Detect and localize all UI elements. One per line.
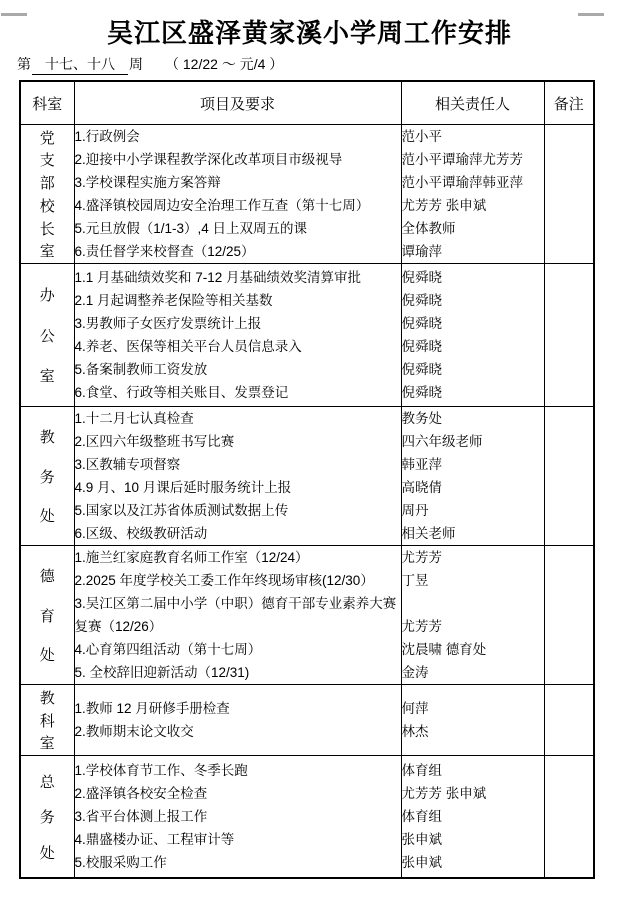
item-line: 5. 全校辞旧迎新活动（12/31) xyxy=(74,665,250,680)
person-line: 倪舜晓 xyxy=(401,339,442,354)
remark-cell xyxy=(544,407,594,546)
person-line: 倪舜晓 xyxy=(401,362,442,377)
person-line: 尤芳芳 张申斌 xyxy=(401,786,487,801)
table-row xyxy=(20,756,594,879)
person-line: 丁昱 xyxy=(401,573,429,588)
dept-label xyxy=(21,407,74,545)
schedule-table xyxy=(19,80,595,879)
persons-cell xyxy=(401,756,544,879)
table-row xyxy=(20,264,594,407)
table-row xyxy=(20,407,594,546)
persons-cell xyxy=(401,125,544,264)
person-line: 谭瑜萍 xyxy=(401,244,442,259)
remark-cell xyxy=(544,125,594,264)
items-cell xyxy=(74,264,401,407)
item-line: 3.吴江区第二届中小学（中职）德育干部专业素养大赛复赛（12/26） xyxy=(74,596,397,634)
dept-char: 德 xyxy=(39,567,55,585)
item-line: 1.教师 12 月研修手册检查 xyxy=(74,701,230,716)
item-line: 5.校服采购工作 xyxy=(74,855,167,870)
person-line: 范小平谭瑜萍韩亚萍 xyxy=(401,175,523,190)
table-header-row xyxy=(20,81,594,125)
person-line xyxy=(402,592,544,615)
remark-cell xyxy=(544,264,594,407)
remark-cell xyxy=(544,546,594,685)
table-row xyxy=(20,685,594,756)
remark-cell xyxy=(544,685,594,756)
dept-label xyxy=(21,756,74,877)
dept-cell xyxy=(20,125,74,264)
item-line: 2.区四六年级整班书写比赛 xyxy=(74,434,235,449)
dept-char: 室 xyxy=(39,368,55,386)
person-line: 倪舜晓 xyxy=(401,385,442,400)
person-line: 相关老师 xyxy=(401,526,456,541)
dept-char: 教 xyxy=(39,428,55,446)
dept-char: 办 xyxy=(39,286,55,304)
dept-cell xyxy=(20,264,74,407)
date-range: （ 12/22 ～ 元/4 ） xyxy=(165,56,284,72)
item-line: 2.迎接中小学课程教学深化改革项目市级视导 xyxy=(74,152,343,167)
dept-char: 室 xyxy=(39,243,55,261)
dept-cell xyxy=(20,546,74,685)
table-row xyxy=(20,546,594,685)
item-line: 3.区教辅专项督察 xyxy=(74,457,181,472)
item-line: 1.十二月七认真检查 xyxy=(74,411,194,426)
person-line: 全体教师 xyxy=(401,221,456,236)
dept-char: 科 xyxy=(39,712,55,730)
person-line: 周丹 xyxy=(401,503,429,518)
dept-char: 党 xyxy=(39,129,55,147)
item-line: 6.区级、校级教研活动 xyxy=(74,526,208,541)
person-line: 林杰 xyxy=(401,724,429,739)
dept-char: 公 xyxy=(39,327,55,345)
item-line: 1.行政例会 xyxy=(74,129,140,144)
person-line: 金涛 xyxy=(401,665,429,680)
person-line: 范小平 xyxy=(401,129,442,144)
corner-artifact-left xyxy=(1,13,27,16)
dept-label xyxy=(21,125,74,263)
item-line: 2.教师期末论文收交 xyxy=(74,724,194,739)
dept-cell xyxy=(20,407,74,546)
persons-cell xyxy=(401,407,544,546)
item-line: 4.心育第四组活动（第十七周） xyxy=(74,642,262,657)
items-cell xyxy=(74,125,401,264)
item-line: 4.鼎盛楼办证、工程审计等 xyxy=(74,832,235,847)
dept-char: 支 xyxy=(39,152,55,170)
header-remark: 备注 xyxy=(544,81,594,125)
item-line: 4.养老、医保等相关平台人员信息录入 xyxy=(74,339,302,354)
person-line: 张申斌 xyxy=(401,855,442,870)
item-line: 1.施兰红家庭教育名师工作室（12/24） xyxy=(74,550,309,565)
item-line: 2.2025 年度学校关工委工作年终现场审核(12/30） xyxy=(74,573,374,588)
dept-char: 务 xyxy=(39,809,55,826)
persons-cell xyxy=(401,685,544,756)
dept-char: 处 xyxy=(39,844,55,862)
dept-label xyxy=(21,546,74,684)
week-line xyxy=(17,55,619,75)
dept-char: 教 xyxy=(39,689,55,707)
dept-label xyxy=(21,685,74,755)
item-line: 1.1 月基础绩效奖和 7-12 月基础绩效奖清算审批 xyxy=(74,270,362,285)
person-line: 尤芳芳 xyxy=(401,619,442,634)
person-line: 教务处 xyxy=(401,411,442,426)
dept-label xyxy=(21,264,74,406)
item-line: 2.盛泽镇各校安全检查 xyxy=(74,786,208,801)
person-line: 张申斌 xyxy=(401,832,442,847)
dept-char: 长 xyxy=(39,220,55,238)
person-line: 高晓倩 xyxy=(401,480,442,495)
persons-cell xyxy=(401,546,544,685)
week-number: 十七、十八 xyxy=(32,55,128,75)
dept-char: 务 xyxy=(39,468,55,486)
person-line: 四六年级老师 xyxy=(401,434,483,449)
items-cell xyxy=(74,546,401,685)
remark-cell xyxy=(544,756,594,879)
week-prefix: 第 xyxy=(17,56,31,72)
person-line: 何萍 xyxy=(401,701,429,716)
person-line: 范小平谭瑜萍尤芳芳 xyxy=(401,152,523,167)
item-line: 5.备案制教师工资发放 xyxy=(74,362,208,377)
items-cell xyxy=(74,756,401,879)
item-line: 4.盛泽镇校园周边安全治理工作互查（第十七周） xyxy=(74,198,370,213)
page-title: 吴江区盛泽黄家溪小学周工作安排 xyxy=(106,18,512,48)
dept-char: 部 xyxy=(39,175,55,193)
item-line: 6.责任督学来校督查（12/25） xyxy=(74,244,255,259)
dept-char: 总 xyxy=(39,773,55,791)
item-line: 6.食堂、行政等相关账目、发票登记 xyxy=(74,385,289,400)
item-line: 1.学校体育节工作、冬季长跑 xyxy=(74,763,248,778)
person-line: 尤芳芳 xyxy=(401,550,442,565)
dept-char: 育 xyxy=(39,607,55,625)
item-line: 2.1 月起调整养老保险等相关基数 xyxy=(74,293,273,308)
person-line: 倪舜晓 xyxy=(401,293,442,308)
corner-artifact-right xyxy=(578,13,604,16)
dept-cell xyxy=(20,685,74,756)
item-line: 5.国家以及江苏省体质测试数据上传 xyxy=(74,503,289,518)
dept-cell xyxy=(20,756,74,879)
item-line: 3.省平台体测上报工作 xyxy=(74,809,208,824)
dept-char: 校 xyxy=(39,197,55,215)
person-line: 体育组 xyxy=(401,763,442,778)
dept-char: 室 xyxy=(39,735,55,753)
header-items: 项目及要求 xyxy=(74,81,401,125)
person-line: 体育组 xyxy=(401,809,442,824)
table-row xyxy=(20,125,594,264)
item-line: 5.元旦放假（1/1-3）,4 日上双周五的课 xyxy=(74,221,308,236)
person-line: 倪舜晓 xyxy=(401,270,442,285)
person-line: 韩亚萍 xyxy=(401,457,442,472)
person-line: 尤芳芳 张申斌 xyxy=(401,198,487,213)
item-line: 4.9 月、10 月课后延时服务统计上报 xyxy=(74,480,292,495)
items-cell xyxy=(74,685,401,756)
person-line: 沈晨啸 德育处 xyxy=(401,642,487,657)
item-line: 3.学校课程实施方案答辩 xyxy=(74,175,221,190)
items-cell xyxy=(74,407,401,546)
header-persons: 相关责任人 xyxy=(401,81,544,125)
item-line: 3.男教师子女医疗发票统计上报 xyxy=(74,316,262,331)
dept-char: 处 xyxy=(39,647,55,665)
person-line: 倪舜晓 xyxy=(401,316,442,331)
dept-char: 处 xyxy=(39,508,55,526)
week-suffix: 周 xyxy=(129,56,143,72)
persons-cell xyxy=(401,264,544,407)
header-dept: 科室 xyxy=(20,81,74,125)
